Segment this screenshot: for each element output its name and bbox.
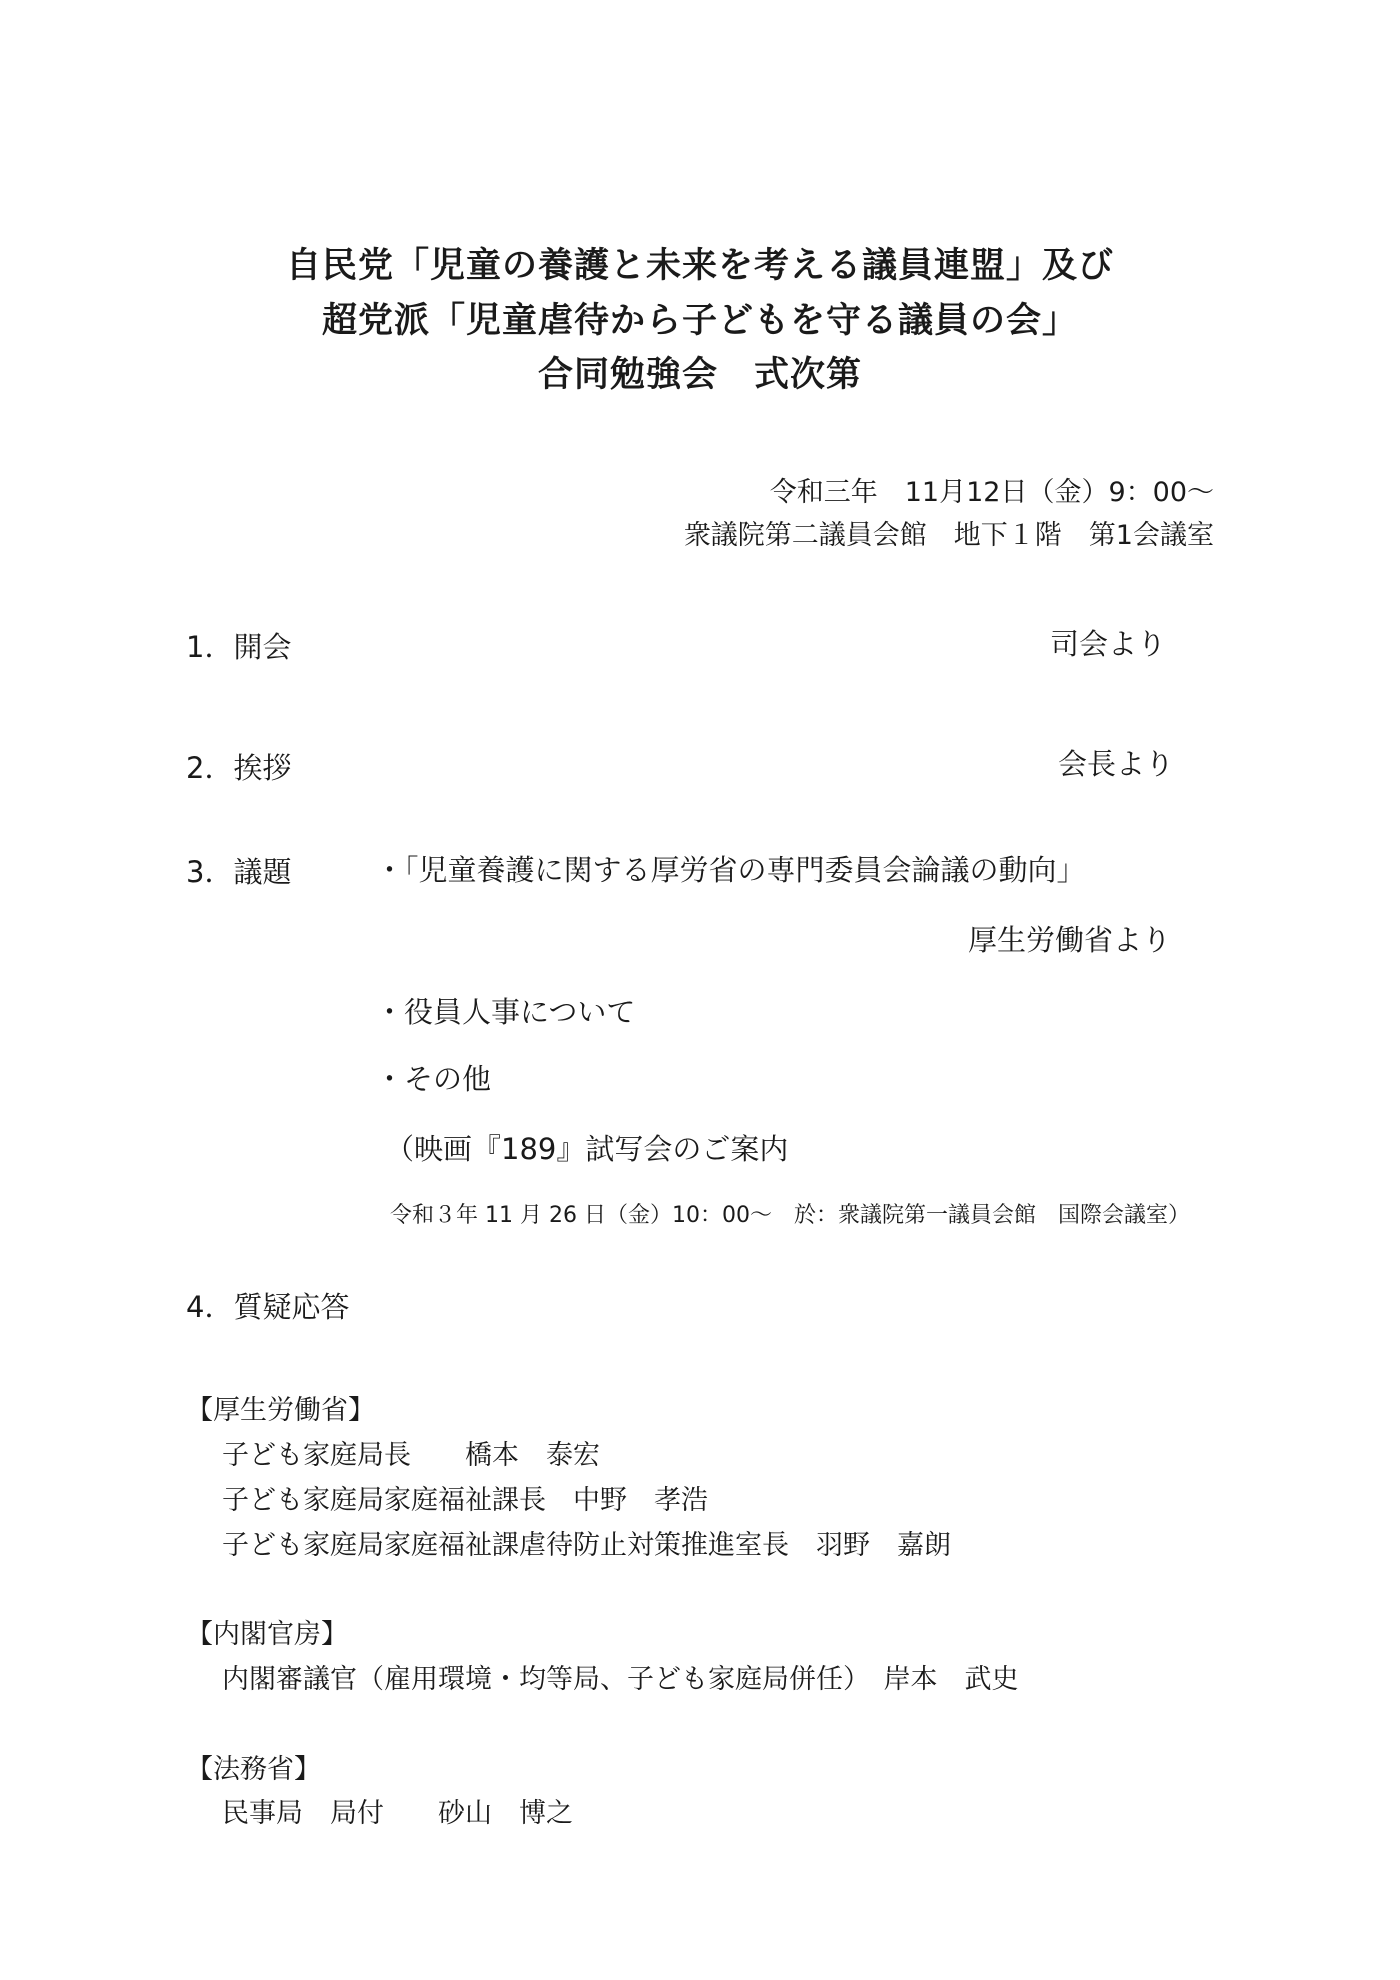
attendee: 子ども家庭局家庭福祉課長 中野 孝浩 <box>222 1485 708 1516</box>
attendee: 子ども家庭局長 橋本 泰宏 <box>222 1440 600 1471</box>
title-line-1: 自民党「児童の養護と未来を考える議員連盟」及び <box>285 246 1114 286</box>
agenda-item-4-label: 4．質疑応答 <box>186 1290 350 1324</box>
agenda-item-2-speaker: 会長より <box>1058 747 1175 781</box>
org-header-cabinet: 【内閣官房】 <box>186 1619 348 1650</box>
attendee: 子ども家庭局家庭福祉課虐待防止対策推進室長 羽野 嘉朗 <box>222 1530 951 1561</box>
attendee: 民事局 局付 砂山 博之 <box>222 1798 573 1829</box>
agenda-topic-3-note: 令和３年 11 月 26 日（金）10：00～ 於：衆議院第一議員会館 国際会議室） <box>390 1203 1190 1228</box>
agenda-topic-3-detail: （映画『189』試写会のご案内 <box>385 1132 789 1166</box>
agenda-item-2-label: 2．挨拶 <box>186 751 292 785</box>
agenda-topic-1: ・「児童養護に関する厚労省の専門委員会論議の動向」 <box>375 853 1086 887</box>
agenda-topic-1-speaker: 厚生労働省より <box>968 923 1172 957</box>
title-line-2: 超党派「児童虐待から子どもを守る議員の会」 <box>321 301 1078 341</box>
meeting-venue: 衆議院第二議員会館 地下１階 第1会議室 <box>683 520 1214 551</box>
org-header-moj: 【法務省】 <box>186 1754 321 1785</box>
agenda-topic-3: ・その他 <box>375 1062 492 1096</box>
title-line-3: 合同勉強会 式次第 <box>537 355 862 395</box>
agenda-topic-2: ・役員人事について <box>375 995 636 1029</box>
agenda-item-3-label: 3．議題 <box>186 855 292 889</box>
agenda-item-1-speaker: 司会より <box>1050 627 1167 661</box>
meeting-date: 令和三年 11月12日（金）9：00～ <box>769 477 1214 508</box>
org-header-mhlw: 【厚生労働省】 <box>186 1395 375 1426</box>
agenda-item-1-label: 1．開会 <box>186 630 292 664</box>
attendee: 内閣審議官（雇用環境・均等局、子ども家庭局併任） 岸本 武史 <box>222 1664 1019 1695</box>
